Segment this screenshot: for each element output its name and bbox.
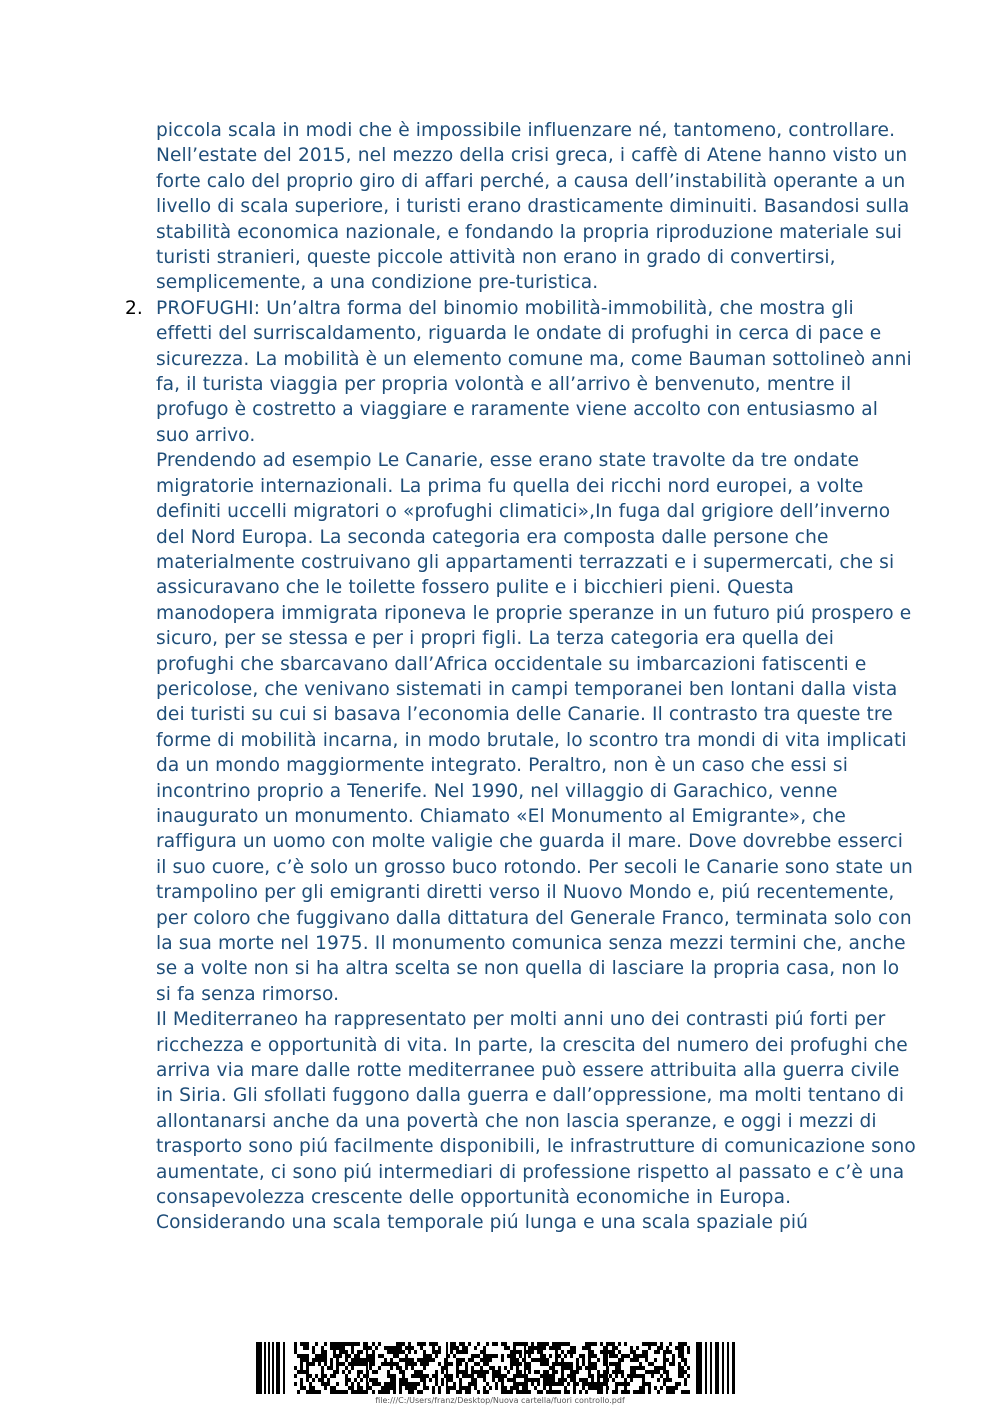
- paragraph-profughi: PROFUGHI: Un’altra forma del binomio mobilità-immobilità, che mostra gli effetti del surriscaldamento, riguarda le ondate di profughi in cerca di pace e sicurezza. La mobilità è un elemento comune ma, come Bauman sottolineò anni fa, il turista viaggia per propria volontà e all’arrivo è benvenuto, mentre il profugo è costretto a viaggiare e raramente viene accolto con entusiasmo al suo arrivo.: [156, 297, 912, 446]
- list-number: 2.: [125, 297, 143, 319]
- barcode-image: [256, 1342, 736, 1394]
- list-item-profughi: [125, 296, 916, 448]
- paragraph-intro: piccola scala in modi che è impossibile influenzare né, tantomeno, controllare. Nell’estate del 2015, nel mezzo della crisi greca, i caffè di Atene hanno visto un forte calo del proprio giro di affari perché, a causa dell’instabilità operante a un livello di scala superiore, i turisti erano drasticamente diminuiti. Basandosi sulla stabilità economica nazionale, e fondando la propria riproduzione materiale sui turisti stranieri, queste piccole attività non erano in grado di convertirsi, semplicemente, a una condizione pre-turistica.: [156, 120, 910, 294]
- paragraph-mediterraneo: Il Mediterraneo ha rappresentato per molti anni uno dei contrasti piú forti per ricchezza e opportunità di vita. In parte, la crescita del numero dei profughi che arriva via mare dalle rotte mediterranee può essere attribuita alla guerra civile in Siria. Gli sfollati fuggono dalla guerra e dall’oppressione, ma molti tentano di allontanarsi anche da una povertà che non lascia speranze, e oggi i mezzi di trasporto sono piú facilmente disponibili, le infrastrutture di comunicazione sono aumentate, ci sono piú intermediari di professione rispetto al passato e c’è una consapevolezza crescente delle opportunità economiche in Europa. Considerando una scala temporale piú lunga e una scala spaziale piú: [156, 1009, 916, 1234]
- paragraph-canarie: Prendendo ad esempio Le Canarie, esse erano state travolte da tre ondate migratorie internazionali. La prima fu quella dei ricchi nord europei, a volte definiti uccelli migratori o «profughi climatici»,In fuga dal grigiore dell’inverno del Nord Europa. La seconda categoria era composta dalle persone che materialmente costruivano gli appartamenti terrazzati e i supermercati, che si assicuravano che le toilette fossero pulite e i bicchieri pieni. Questa manodopera immigrata riponeva le proprie speranze in un futuro piú prospero e sicuro, per se stessa e per i propri figli. La terza categoria era quella dei profughi che sbarcavano dall’Africa occidentale su imbarcazioni fatiscenti e pericolose, che venivano sistemati in campi temporanei ben lontani dalla vista dei turisti su cui si basava l’economia delle Canarie. Il contrasto tra queste tre forme di mobilità incarna, in modo brutale, lo scontro tra mondi di vita implicati da un mondo maggiormente integrato. Peraltro, non è un caso che essi si incontrino proprio a Tenerife. Nel 1990, nel villaggio di Garachico, venne inaugurato un monumento. Chiamato «El Monumento al Emigrante», che raffigura un uomo con molte valigie che guarda il mare. Dove dovrebbe esserci il suo cuore, c’è solo un grosso buco rotondo. Per secoli le Canarie sono state un trampolino per gli emigranti diretti verso il Nuovo Mondo e, piú recentemente, per coloro che fuggivano dalla dittatura del Generale Franco, terminata solo con la sua morte nel 1975. Il monumento comunica senza mezzi termini che, anche se a volte non si ha altra scelta se non quella di lasciare la propria casa, non lo si fa senza rimorso.: [156, 450, 913, 1005]
- body-text: [125, 118, 916, 1236]
- footer-file-path: file:///C:/Users/franz/Desktop/Nuova cartella/fuori controllo.pdf: [375, 1396, 625, 1405]
